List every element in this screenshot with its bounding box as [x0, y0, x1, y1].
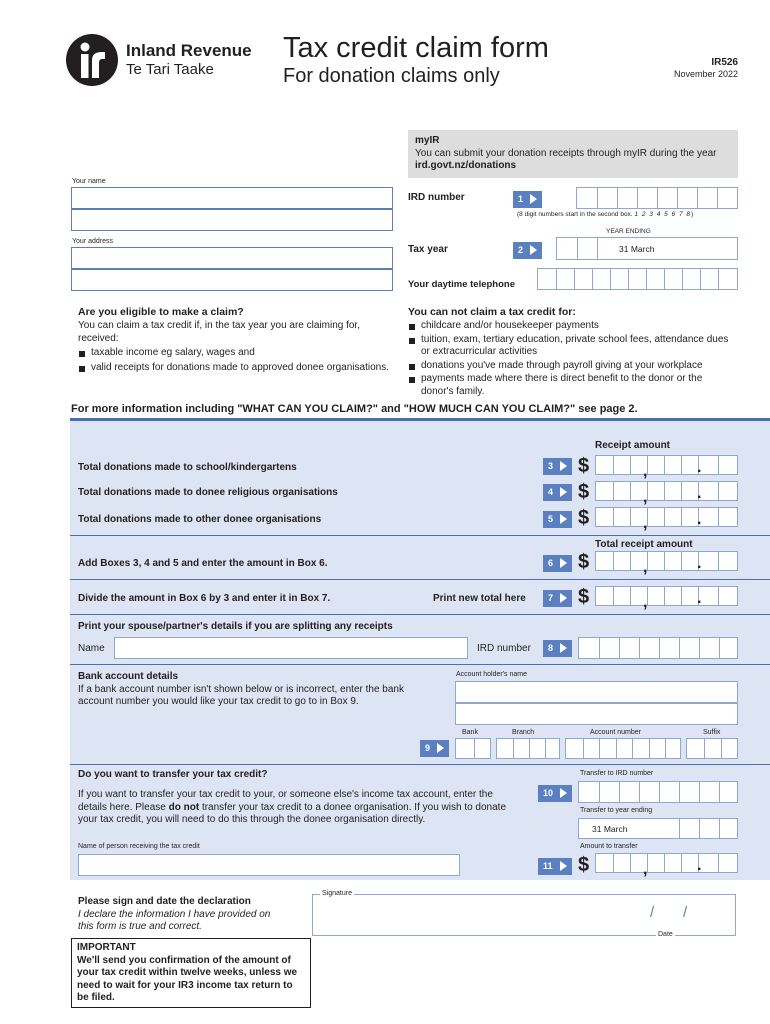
- bank-input[interactable]: [455, 738, 491, 759]
- signature-box[interactable]: [312, 894, 736, 936]
- comma-separator: ,: [643, 515, 648, 532]
- cannot-section: [408, 306, 733, 398]
- cannot-heading: You can not claim a tax credit for:: [408, 306, 576, 318]
- dollar-sign: $: [578, 551, 590, 573]
- transfer-ird-label: Transfer to IRD number: [580, 770, 654, 777]
- form-code: IR526: [711, 57, 738, 68]
- comma-separator: ,: [643, 594, 648, 611]
- eligible-list: [78, 347, 390, 374]
- recipient-name-input[interactable]: [78, 854, 460, 876]
- comma-separator: ,: [643, 489, 648, 506]
- bank-heading: Bank account details: [78, 671, 179, 682]
- box-3-input[interactable]: [595, 455, 738, 475]
- branch-label: Branch: [512, 729, 535, 736]
- recipient-name-label: Name of person receiving the tax credit: [78, 843, 200, 850]
- account-holder-label: Account holder's name: [456, 671, 527, 678]
- spouse-ird-input[interactable]: [578, 637, 738, 659]
- decimal-point: .: [697, 511, 702, 528]
- bank-text: If a bank account number isn't shown below or is incorrect, enter the bank account number you would like your tax credit to go to in Box 9.: [78, 683, 404, 707]
- important-box: [71, 938, 311, 1008]
- decimal-point: .: [697, 857, 702, 874]
- myir-link[interactable]: ird.govt.nz/donations: [415, 160, 517, 171]
- box-4-tag: 4: [543, 484, 572, 501]
- box-8-tag: 8: [543, 640, 572, 657]
- tax-year-input[interactable]: [556, 237, 738, 260]
- ir-logo: [66, 34, 118, 86]
- your-address-label: Your address: [72, 238, 113, 245]
- transfer-year-label: Transfer to year ending: [580, 807, 653, 814]
- decimal-point: .: [697, 459, 702, 476]
- your-address-field-1[interactable]: [71, 247, 393, 269]
- bank-section: [78, 671, 438, 709]
- declaration-section: [78, 896, 298, 934]
- eligible-section: [78, 306, 390, 374]
- box-7-input[interactable]: [595, 586, 738, 606]
- your-name-label: Your name: [72, 178, 106, 185]
- your-name-field-2[interactable]: [71, 209, 393, 231]
- suffix-input[interactable]: [686, 738, 738, 759]
- important-heading: IMPORTANT: [77, 942, 136, 953]
- box-3-tag: 3: [543, 458, 572, 475]
- year-ending-label: YEAR ENDING: [606, 228, 651, 235]
- box-2-tag: 2: [513, 242, 542, 259]
- spouse-name-input[interactable]: [114, 637, 468, 659]
- eligible-intro: You can claim a tax credit if, in the tax year you are claiming for, received:: [78, 320, 360, 344]
- comma-separator: ,: [643, 861, 648, 878]
- ird-hint: (8 digit numbers start in the second box. 1 2 3 4 5 6 7 8): [517, 211, 694, 218]
- tax-year-value: 31 March: [619, 244, 655, 254]
- spouse-ird-label: IRD number: [477, 643, 531, 654]
- more-info-text: For more information including "WHAT CAN YOU CLAIM?" and "HOW MUCH CAN YOU CLAIM?" see page 2.: [71, 403, 638, 415]
- divider: [70, 535, 770, 536]
- signature-label: Signature: [322, 890, 352, 897]
- cannot-item: childcare and/or housekeeper payments: [408, 320, 733, 333]
- page-title: Tax credit claim form: [283, 32, 549, 64]
- important-text: We'll send you confirmation of the amount of your tax credit within twelve weeks, unless we need to wait for your IR3 income tax return to be filed.: [77, 954, 298, 1003]
- your-name-field-1[interactable]: [71, 187, 393, 209]
- branch-input[interactable]: [496, 738, 560, 759]
- spouse-heading: Print your spouse/partner's details if you are splitting any receipts: [78, 621, 393, 632]
- phone-input[interactable]: [537, 268, 738, 290]
- cannot-item: tuition, exam, tertiary education, private school fees, attendance dues or extracurricular activities: [408, 334, 733, 359]
- declaration-heading: Please sign and date the declaration: [78, 896, 251, 907]
- cannot-item: donations you've made through payroll giving at your workplace: [408, 360, 733, 373]
- box-5-tag: 5: [543, 511, 572, 528]
- dollar-sign: $: [578, 455, 590, 477]
- donation-row-label: Total donations made to school/kindergartens: [78, 462, 297, 473]
- dollar-sign: $: [578, 854, 590, 876]
- donation-row-label: Total donations made to donee religious organisations: [78, 487, 338, 498]
- ird-number-label: IRD number: [408, 192, 465, 203]
- cannot-list: [408, 320, 733, 398]
- cannot-item: payments made where there is direct benefit to the donor or the donor's family.: [408, 373, 733, 398]
- eligible-heading: Are you eligible to make a claim?: [78, 306, 244, 318]
- transfer-heading: Do you want to transfer your tax credit?: [78, 769, 268, 780]
- total-receipt-heading: Total receipt amount: [595, 539, 693, 550]
- spouse-name-label: Name: [78, 643, 105, 654]
- account-holder-input-1[interactable]: [455, 681, 738, 703]
- box-4-input[interactable]: [595, 481, 738, 501]
- box-6-input[interactable]: [595, 551, 738, 571]
- transfer-year-input[interactable]: [578, 818, 738, 839]
- suffix-label: Suffix: [703, 729, 721, 736]
- eligible-item: valid receipts for donations made to approved donee organisations.: [78, 362, 390, 375]
- account-number-label: Account number: [590, 729, 641, 736]
- divider: [70, 764, 770, 765]
- box-10-tag: 10: [538, 785, 572, 802]
- transfer-year-value: 31 March: [592, 824, 628, 834]
- date-separator: /: [650, 904, 655, 921]
- box-1-tag: 1: [513, 191, 542, 208]
- comma-separator: ,: [643, 463, 648, 480]
- print-total-label: Print new total here: [433, 593, 526, 604]
- account-holder-input-2[interactable]: [455, 703, 738, 725]
- date-label: Date: [658, 931, 673, 938]
- divider: [70, 614, 770, 615]
- comma-separator: ,: [643, 559, 648, 576]
- bank-label: Bank: [462, 729, 478, 736]
- date-separator: /: [683, 904, 688, 921]
- your-address-field-2[interactable]: [71, 269, 393, 291]
- account-number-input[interactable]: [565, 738, 681, 759]
- receipt-amount-heading: Receipt amount: [595, 440, 671, 451]
- divider: [70, 579, 770, 580]
- tax-year-label: Tax year: [408, 244, 448, 255]
- box-5-input[interactable]: [595, 507, 738, 527]
- donation-row-label: Total donations made to other donee organisations: [78, 514, 322, 525]
- divider: [70, 664, 770, 665]
- org-name-maori: Te Tari Taake: [126, 61, 214, 78]
- eligible-item: taxable income eg salary, wages and: [78, 347, 390, 360]
- add-boxes-label: Add Boxes 3, 4 and 5 and enter the amount in Box 6.: [78, 558, 328, 569]
- amount-to-transfer-label: Amount to transfer: [580, 843, 638, 850]
- transfer-ird-input[interactable]: [578, 781, 738, 803]
- phone-label: Your daytime telephone: [408, 279, 515, 290]
- decimal-point: .: [697, 590, 702, 607]
- form-date: November 2022: [673, 69, 738, 79]
- myir-heading: myIR: [415, 135, 440, 146]
- box-11-input[interactable]: [595, 853, 738, 873]
- page-subtitle: For donation claims only: [283, 65, 500, 87]
- declaration-text: I declare the information I have provided on this form is true and correct.: [78, 908, 271, 932]
- box-6-tag: 6: [543, 555, 572, 572]
- transfer-text: If you want to transfer your tax credit to your, or someone else's income tax account, enter the details here. Please do not transfer your tax credit to a donee organisation. If you wish to donate your tax credit, you will need to do this through the donee organisation directly.: [78, 789, 507, 825]
- box-7-tag: 7: [543, 590, 572, 607]
- myir-text: You can submit your donation receipts through myIR during the year ird.govt.nz/donations: [415, 147, 717, 171]
- myir-box: [408, 130, 738, 178]
- decimal-point: .: [697, 485, 702, 502]
- org-name: Inland Revenue: [126, 41, 252, 60]
- box-9-tag: 9: [420, 740, 449, 757]
- dollar-sign: $: [578, 481, 590, 503]
- divide-label: Divide the amount in Box 6 by 3 and enter it in Box 7.: [78, 593, 331, 604]
- dollar-sign: $: [578, 586, 590, 608]
- ird-number-input[interactable]: [576, 187, 738, 209]
- box-11-tag: 11: [538, 858, 572, 875]
- decimal-point: .: [697, 555, 702, 572]
- dollar-sign: $: [578, 507, 590, 529]
